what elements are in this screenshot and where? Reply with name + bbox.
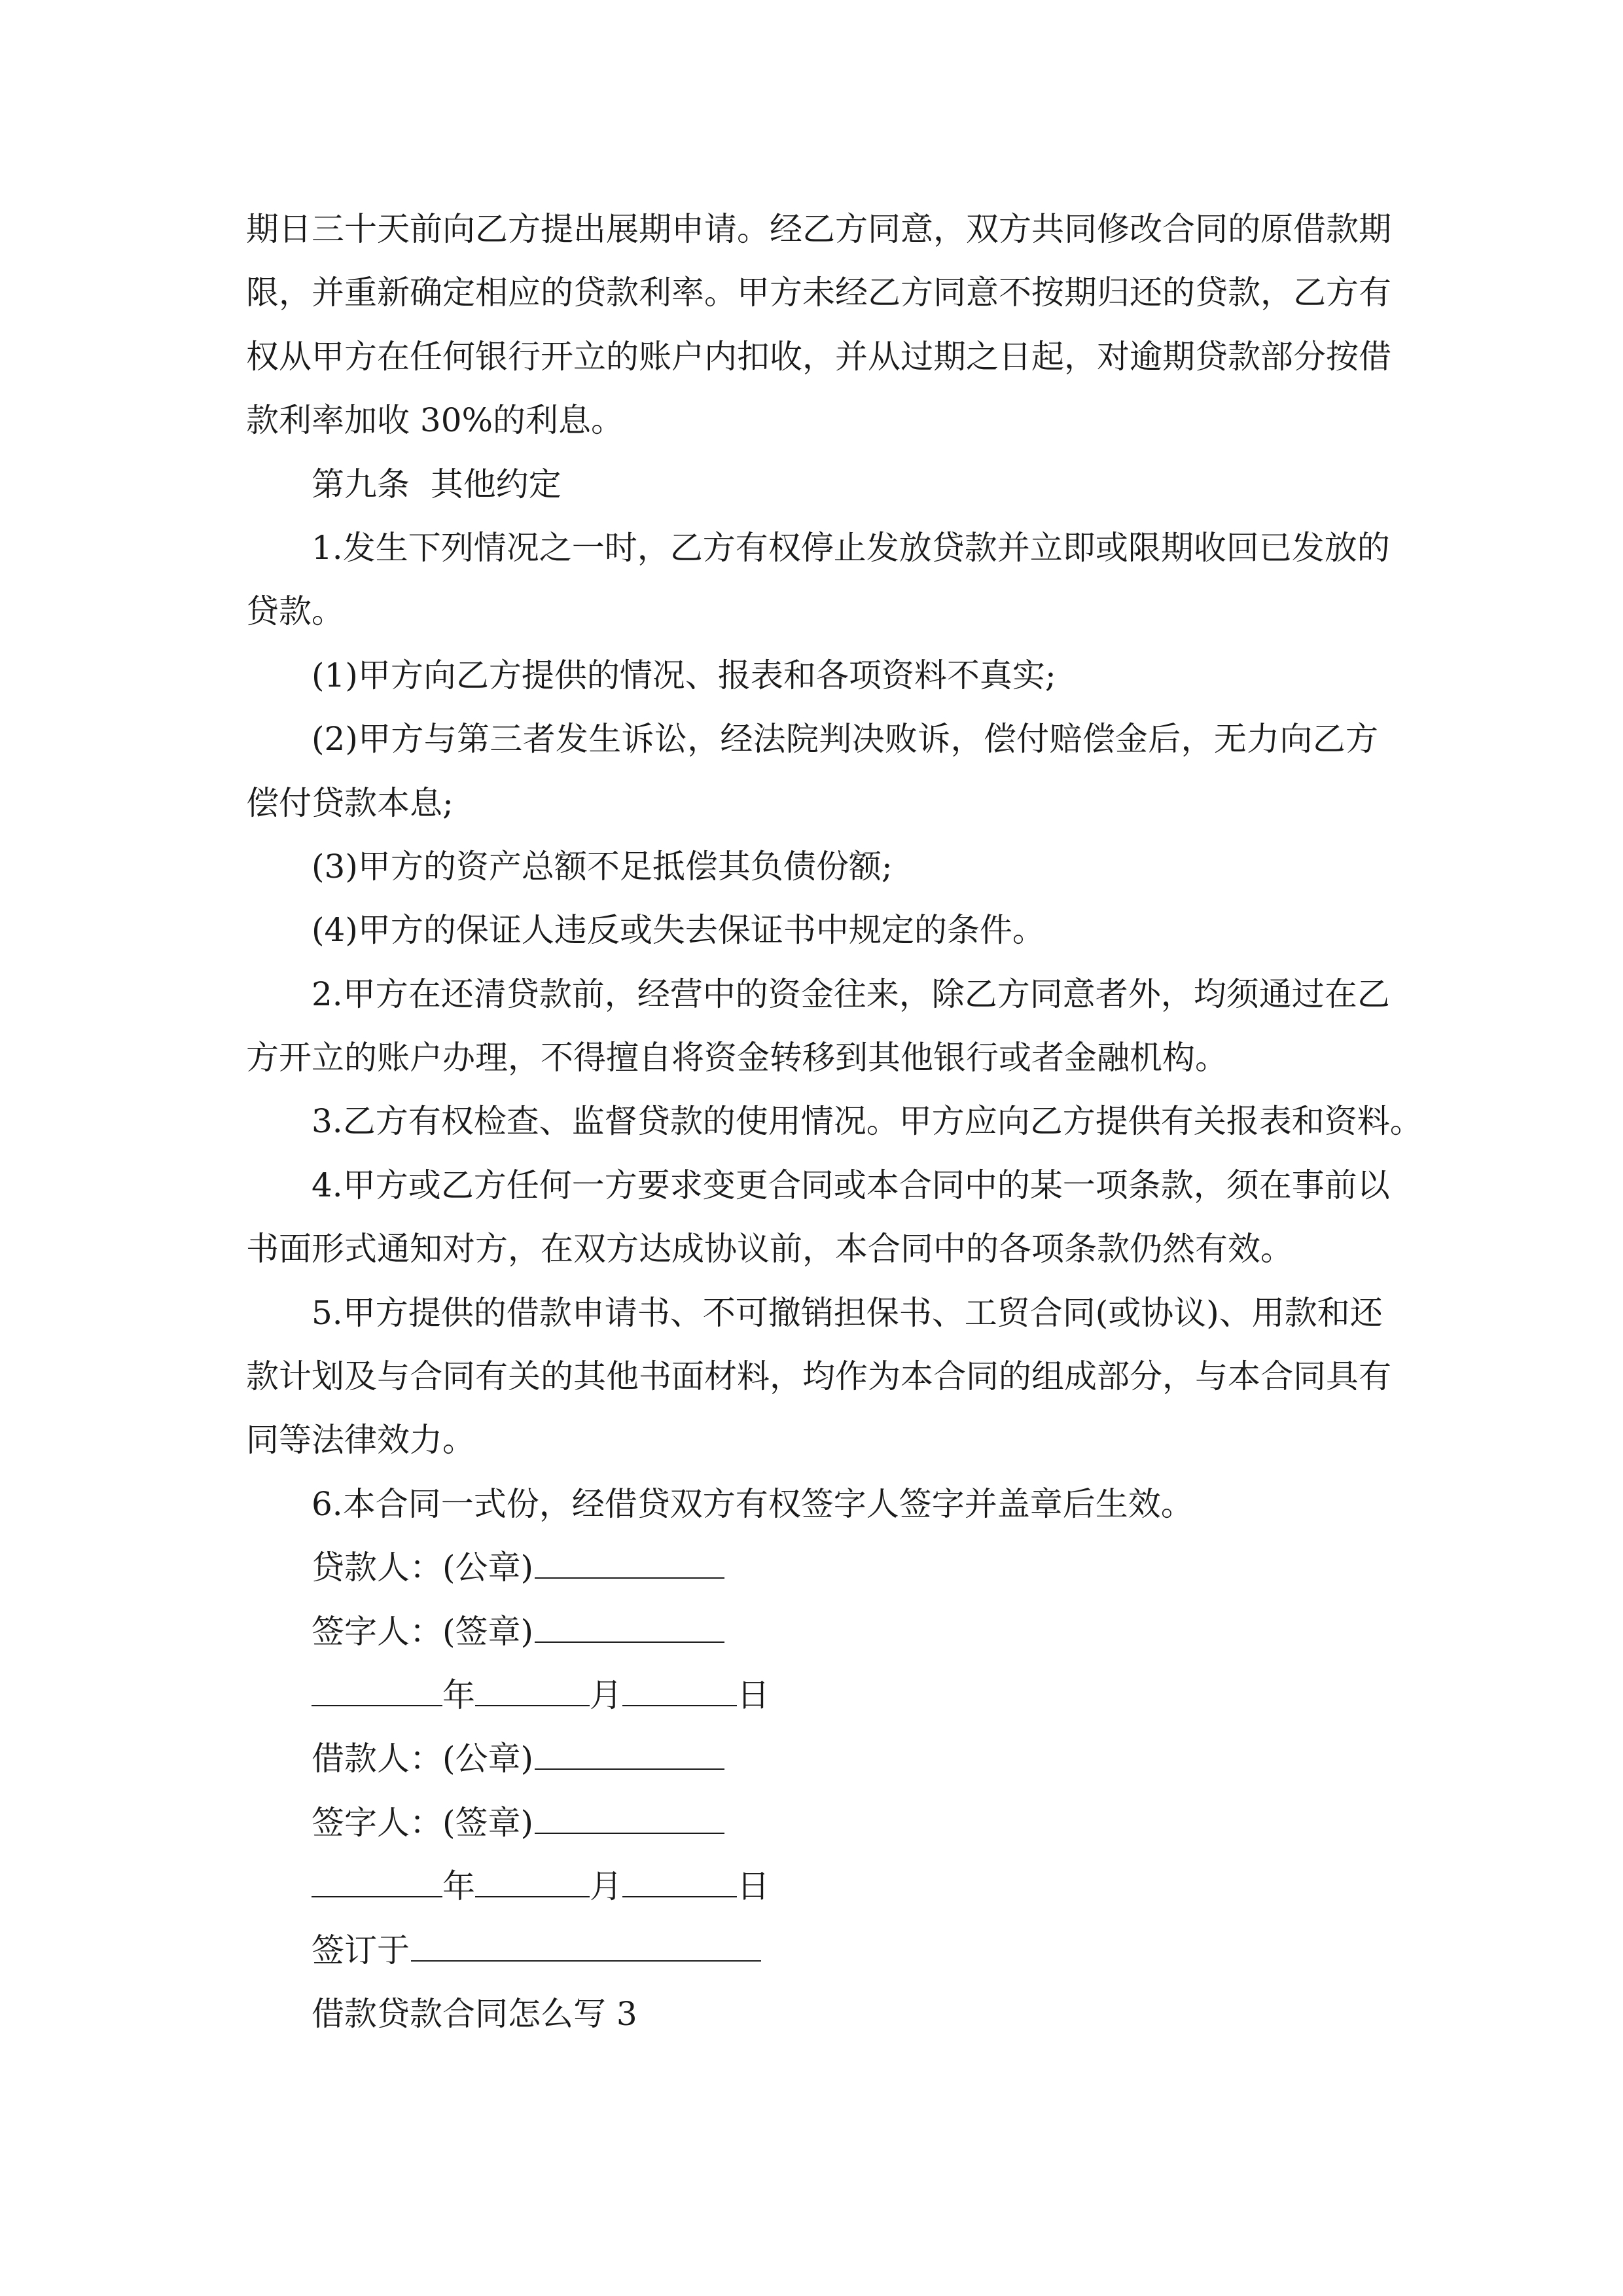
borrower-seal-blank[interactable] bbox=[535, 1734, 724, 1770]
lender-signer-label: 签字人：(签章) bbox=[312, 1612, 534, 1651]
signed-at-row bbox=[246, 1919, 1378, 1982]
borrower-month-label: 月 bbox=[590, 1867, 622, 1906]
item-1-line-1: 1.发生下列情况之一时，乙方有权停止发放贷款并立即或限期收回已发放的 bbox=[312, 528, 1390, 567]
signed-at-label: 签订于 bbox=[312, 1931, 410, 1969]
lender-year-label: 年 bbox=[442, 1676, 475, 1714]
item-3: 3.乙方有权检查、监督贷款的使用情况。甲方应向乙方提供有关报表和资料。 bbox=[312, 1102, 1423, 1141]
clause-8-line-3: 权从甲方在任何银行开立的账户内扣收，并从过期之日起，对逾期贷款部分按借 bbox=[246, 337, 1391, 376]
borrower-month-blank[interactable] bbox=[475, 1862, 590, 1897]
signed-at-blank[interactable] bbox=[411, 1926, 761, 1962]
lender-signer-blank[interactable] bbox=[535, 1607, 724, 1643]
next-section-heading: 借款贷款合同怎么写 3 bbox=[312, 1994, 637, 2033]
lender-date-row bbox=[246, 1664, 1378, 1727]
lender-seal-blank[interactable] bbox=[535, 1543, 724, 1579]
item-4-line-1: 4.甲方或乙方任何一方要求变更合同或本合同中的某一项条款，须在事前以 bbox=[312, 1166, 1390, 1204]
lender-month-label: 月 bbox=[590, 1676, 622, 1714]
item-5-line-2: 款计划及与合同有关的其他书面材料，均作为本合同的组成部分，与本合同具有 bbox=[246, 1357, 1391, 1396]
lender-month-blank[interactable] bbox=[475, 1671, 590, 1706]
borrower-year-blank[interactable] bbox=[312, 1862, 442, 1897]
sub-item-1: (1)甲方向乙方提供的情况、报表和各项资料不真实; bbox=[312, 656, 1056, 694]
borrower-date-row bbox=[246, 1855, 1378, 1918]
item-2-line-1: 2.甲方在还清贷款前，经营中的资金往来，除乙方同意者外，均须通过在乙 bbox=[312, 975, 1390, 1013]
clause-8-line-1: 期日三十天前向乙方提出展期申请。经乙方同意，双方共同修改合同的原借款期 bbox=[246, 210, 1391, 248]
lender-day-label: 日 bbox=[737, 1676, 770, 1714]
sub-item-2-line-1: (2)甲方与第三者发生诉讼，经法院判决败诉，偿付赔偿金后，无力向乙方 bbox=[312, 720, 1378, 759]
item-4-line-2: 书面形式通知对方，在双方达成协议前，本合同中的各项条款仍然有效。 bbox=[246, 1230, 1293, 1268]
lender-seal-row bbox=[246, 1536, 1378, 1600]
lender-day-blank[interactable] bbox=[622, 1671, 737, 1706]
contract-body bbox=[246, 198, 1423, 2046]
sub-item-4: (4)甲方的保证人违反或失去保证书中规定的条件。 bbox=[312, 911, 1045, 950]
clause-8-line-2: 限，并重新确定相应的贷款利率。甲方未经乙方同意不按期归还的贷款，乙方有 bbox=[246, 274, 1391, 312]
borrower-day-label: 日 bbox=[737, 1867, 770, 1906]
lender-year-blank[interactable] bbox=[312, 1671, 442, 1706]
sub-item-2-line-2: 偿付贷款本息; bbox=[246, 783, 454, 822]
lender-seal-label: 贷款人：(公章) bbox=[312, 1549, 534, 1587]
borrower-seal-label: 借款人：(公章) bbox=[312, 1740, 534, 1778]
borrower-signer-label: 签字人：(签章) bbox=[312, 1803, 534, 1842]
clause-8-line-4: 款利率加收 30%的利息。 bbox=[246, 401, 624, 440]
borrower-seal-row bbox=[246, 1727, 1378, 1791]
sub-item-3: (3)甲方的资产总额不足抵偿其负债份额; bbox=[312, 847, 893, 886]
item-2-line-2: 方开立的账户办理，不得擅自将资金转移到其他银行或者金融机构。 bbox=[246, 1039, 1228, 1077]
borrower-year-label: 年 bbox=[442, 1867, 475, 1906]
article-9-heading: 第九条 其他约定 bbox=[312, 465, 562, 503]
item-5-line-3: 同等法律效力。 bbox=[246, 1421, 475, 1460]
borrower-day-blank[interactable] bbox=[622, 1862, 737, 1897]
lender-signer-row bbox=[246, 1600, 1378, 1664]
item-1-line-2: 贷款。 bbox=[246, 592, 344, 631]
item-6: 6.本合同一式份，经借贷双方有权签字人签字并盖章后生效。 bbox=[312, 1484, 1194, 1523]
borrower-signer-row bbox=[246, 1791, 1378, 1855]
item-5-line-1: 5.甲方提供的借款申请书、不可撤销担保书、工贸合同(或协议)、用款和还 bbox=[312, 1293, 1383, 1332]
borrower-signer-blank[interactable] bbox=[535, 1799, 724, 1834]
